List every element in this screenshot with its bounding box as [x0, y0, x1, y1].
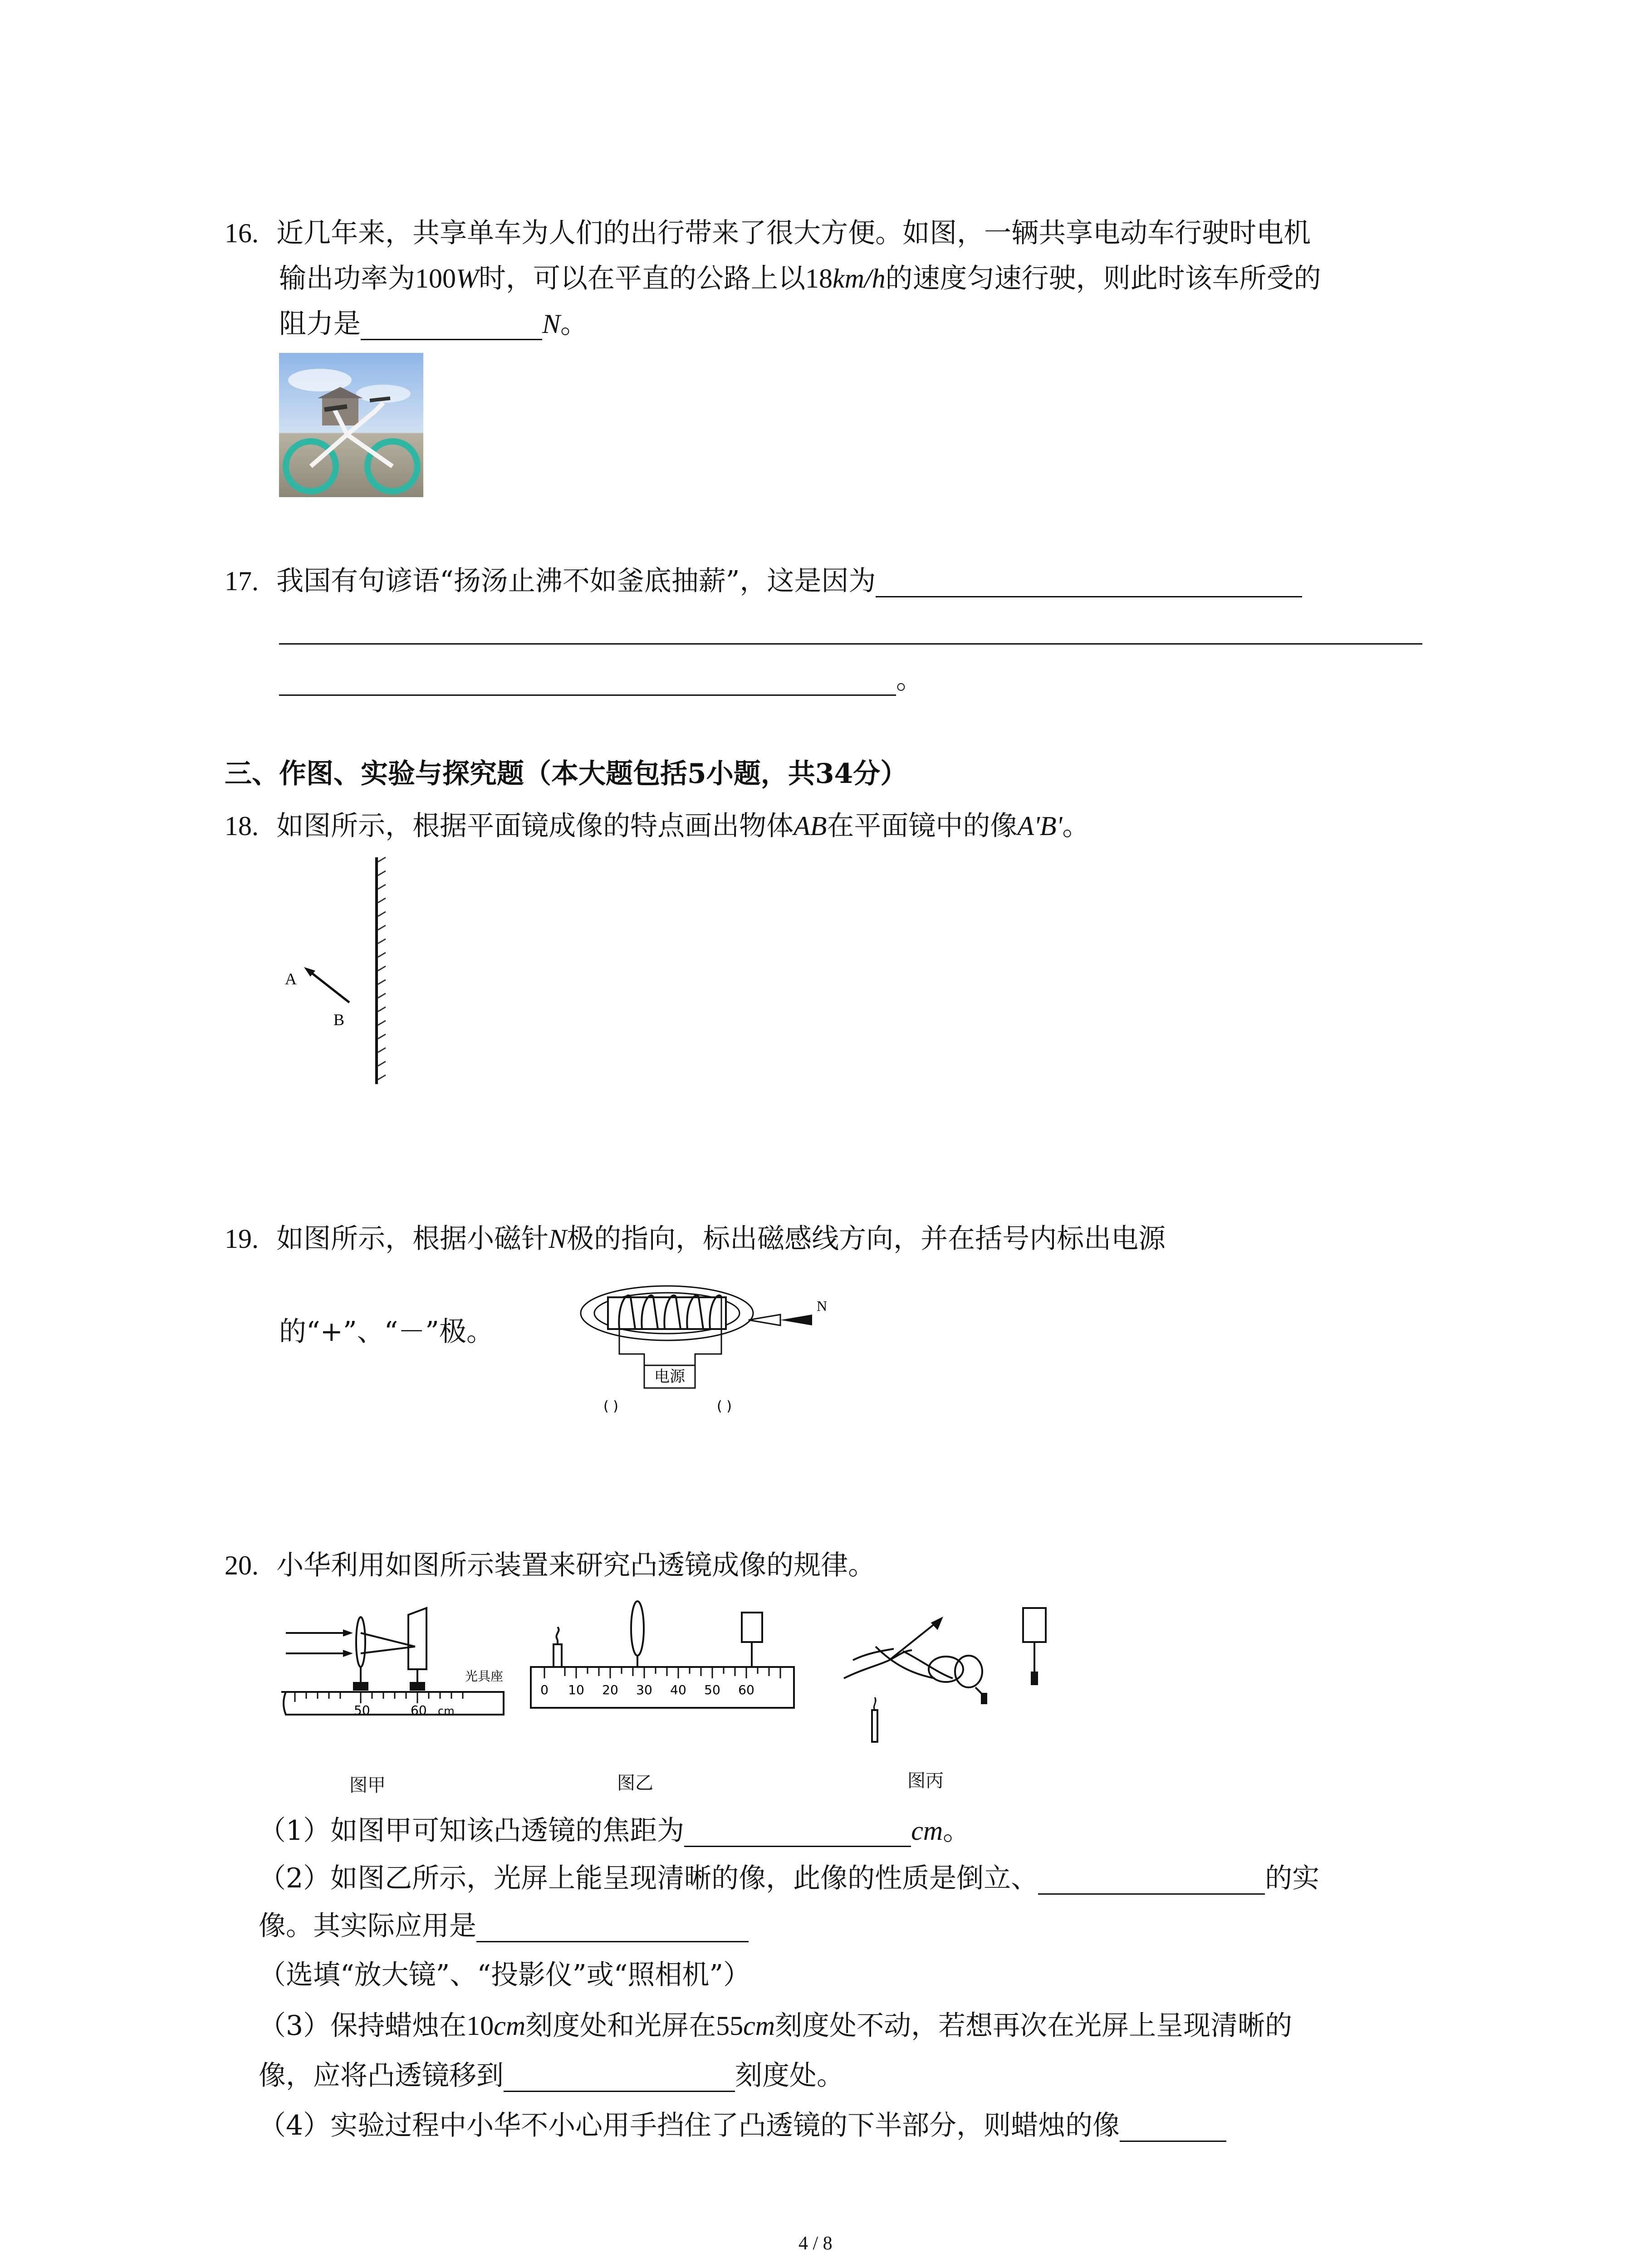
- q18-text: 如图所示，根据平面镜成像的特点画出物体: [276, 810, 794, 842]
- q18-object: AB: [794, 811, 827, 841]
- q20-part2-line3: （选填“放大镜”、“投影仪”或“照相机”）: [259, 1959, 751, 1991]
- fig1-bench-label: 光具座: [465, 1669, 504, 1684]
- label-a: A: [285, 970, 297, 988]
- fig2-tick-60: 60: [738, 1682, 754, 1697]
- q20-part2-line2: [259, 1910, 749, 1942]
- fig2-tick-10: 10: [568, 1682, 584, 1697]
- q16-speed-unit: km/h: [832, 264, 886, 293]
- fig1-tick-60: 60: [411, 1703, 427, 1718]
- q17-answer-blank-1[interactable]: [876, 569, 1302, 597]
- q19-text: 极的指向，标出磁感线方向，并在括号内标出电源: [567, 1223, 1166, 1255]
- q19-text: 如图所示，根据小磁针: [276, 1223, 549, 1255]
- q16-line3: [279, 308, 588, 340]
- plane-mirror: [377, 857, 386, 1084]
- bracket-right[interactable]: ( ): [717, 1398, 732, 1414]
- q18-line: [225, 810, 1089, 842]
- object-ab-arrow: [304, 967, 349, 1002]
- label-b: B: [333, 1011, 345, 1029]
- q17-number: 17.: [225, 566, 259, 596]
- q20-p2-blank-2[interactable]: [476, 1914, 749, 1942]
- q18-number: 18.: [225, 811, 259, 841]
- fig2-tick-30: 30: [636, 1682, 652, 1697]
- q20-p3-text: （3）保持蜡烛在: [259, 2010, 467, 2042]
- q19-pole: N: [549, 1224, 567, 1254]
- q20-number: 20.: [225, 1550, 259, 1580]
- compass-needle: [749, 1315, 812, 1325]
- fig2-tick-40: 40: [670, 1682, 686, 1697]
- q20-p3-unit-1: cm: [494, 2011, 526, 2041]
- q17-line1: [225, 565, 1302, 597]
- fig2-caption: 图乙: [617, 1773, 653, 1794]
- q20-p3-value-1: 10: [466, 2011, 494, 2041]
- q16-end: 。: [560, 308, 588, 340]
- q16-text: 阻力是: [279, 308, 361, 340]
- fig1-tick-unit: cm: [438, 1705, 455, 1717]
- q20-line: [225, 1549, 875, 1582]
- q16-line1: [225, 217, 1311, 249]
- fig1-tick-50: 50: [354, 1703, 370, 1718]
- q17-answer-blank-3[interactable]: [279, 667, 896, 696]
- q17-text: 我国有句谚语“扬汤止沸不如釜底抽薪”，这是因为: [276, 565, 876, 597]
- q20-p4-text: （4）实验过程中小华不小心用手挡住了凸透镜的下半部分，则蜡烛的像: [259, 2110, 1120, 2141]
- lens-stand: [981, 1693, 987, 1704]
- q20-p2-text: （2）如图乙所示，光屏上能呈现清晰的像，此像的性质是倒立、: [259, 1862, 1038, 1894]
- q16-answer-blank[interactable]: [361, 312, 542, 340]
- q19-line2: 的“+”、“－”极。: [279, 1316, 494, 1348]
- q20-p3-text: 像，应将凸透镜移到: [259, 2060, 504, 2092]
- q17-answer-blank-2[interactable]: [279, 643, 1422, 645]
- page-number: 4 / 8: [798, 2233, 833, 2254]
- q20-p1-text: （1）如图甲可知该凸透镜的焦距为: [259, 1815, 685, 1847]
- q20-p1-unit: cm: [911, 1816, 943, 1846]
- q19-line1: [225, 1222, 1166, 1255]
- q20-part4: [259, 2109, 1226, 2142]
- q18-text: 在平面镜中的像: [827, 810, 1018, 842]
- q16-unit: N: [542, 309, 561, 339]
- q20-p2-text: 的实: [1265, 1862, 1320, 1894]
- q20-p2-text: 像。其实际应用是: [259, 1910, 476, 1942]
- section-3-title: 三、作图、实验与探究题（本大题包括5小题，共34分）: [225, 758, 908, 790]
- q20-text: 小华利用如图所示装置来研究凸透镜成像的规律。: [276, 1549, 876, 1581]
- q17-line3: [279, 663, 923, 696]
- q20-part3-line2: [259, 2059, 844, 2092]
- q20-p3-text: 刻度处。: [735, 2060, 844, 2092]
- candle-flame: [874, 1697, 876, 1710]
- q20-p1-blank[interactable]: [684, 1818, 911, 1847]
- q16-number: 16.: [225, 218, 259, 248]
- q20-p3-value-2: 55: [716, 2011, 744, 2041]
- q20-p3-blank[interactable]: [504, 2063, 735, 2092]
- q20-p1-end: 。: [943, 1815, 970, 1847]
- bicycle-photo: [279, 353, 423, 497]
- needle-n-label: N: [817, 1298, 828, 1314]
- q20-p4-blank[interactable]: [1120, 2113, 1226, 2142]
- fig2-tick-50: 50: [704, 1682, 720, 1697]
- q18-image: A'B': [1017, 811, 1063, 841]
- q16-text: 时，可以在平直的公路上以: [478, 263, 805, 294]
- q16-line2: [279, 262, 1321, 295]
- q18-mirror-diagram: [272, 857, 408, 1093]
- q20-p3-text: 刻度处不动，若想再次在光屏上呈现清晰的: [775, 2010, 1293, 2042]
- q20-p3-text: 刻度处和光屏在: [525, 2010, 716, 2042]
- fig3-caption: 图丙: [907, 1770, 944, 1791]
- power-supply-label: 电源: [654, 1368, 685, 1386]
- screen-stand: [1031, 1672, 1038, 1685]
- figure-yi: [526, 1599, 798, 1740]
- q17-end: 。: [896, 664, 923, 695]
- q16-text: 输出功率为: [279, 263, 415, 294]
- q18-end: 。: [1062, 810, 1090, 842]
- fig1-caption: 图甲: [349, 1775, 386, 1796]
- bracket-left[interactable]: ( ): [603, 1398, 618, 1414]
- q20-part3-line1: [259, 2009, 1292, 2042]
- figure-jia: [281, 1606, 517, 1746]
- q16-speed-value: 18: [805, 264, 833, 293]
- q16-power-value: 100: [415, 264, 456, 293]
- q20-part1: [259, 1814, 970, 1847]
- q16-text: 的速度匀速行驶，则此时该车所受的: [885, 263, 1321, 294]
- fig2-tick-0: 0: [540, 1682, 549, 1697]
- q16-text-line1: 近几年来，共享单车为人们的出行带来了很大方便。如图，一辆共享电动车行驶时电机: [276, 217, 1311, 249]
- q20-part2-line1: [259, 1862, 1319, 1895]
- q20-p2-blank-1[interactable]: [1038, 1866, 1265, 1895]
- q16-power-unit: W: [456, 264, 479, 293]
- figure-bing: [835, 1597, 1089, 1746]
- q19-solenoid-diagram: [576, 1279, 857, 1415]
- q20-p3-unit-2: cm: [743, 2011, 775, 2041]
- fig2-tick-20: 20: [602, 1682, 618, 1697]
- q19-number: 19.: [225, 1224, 259, 1254]
